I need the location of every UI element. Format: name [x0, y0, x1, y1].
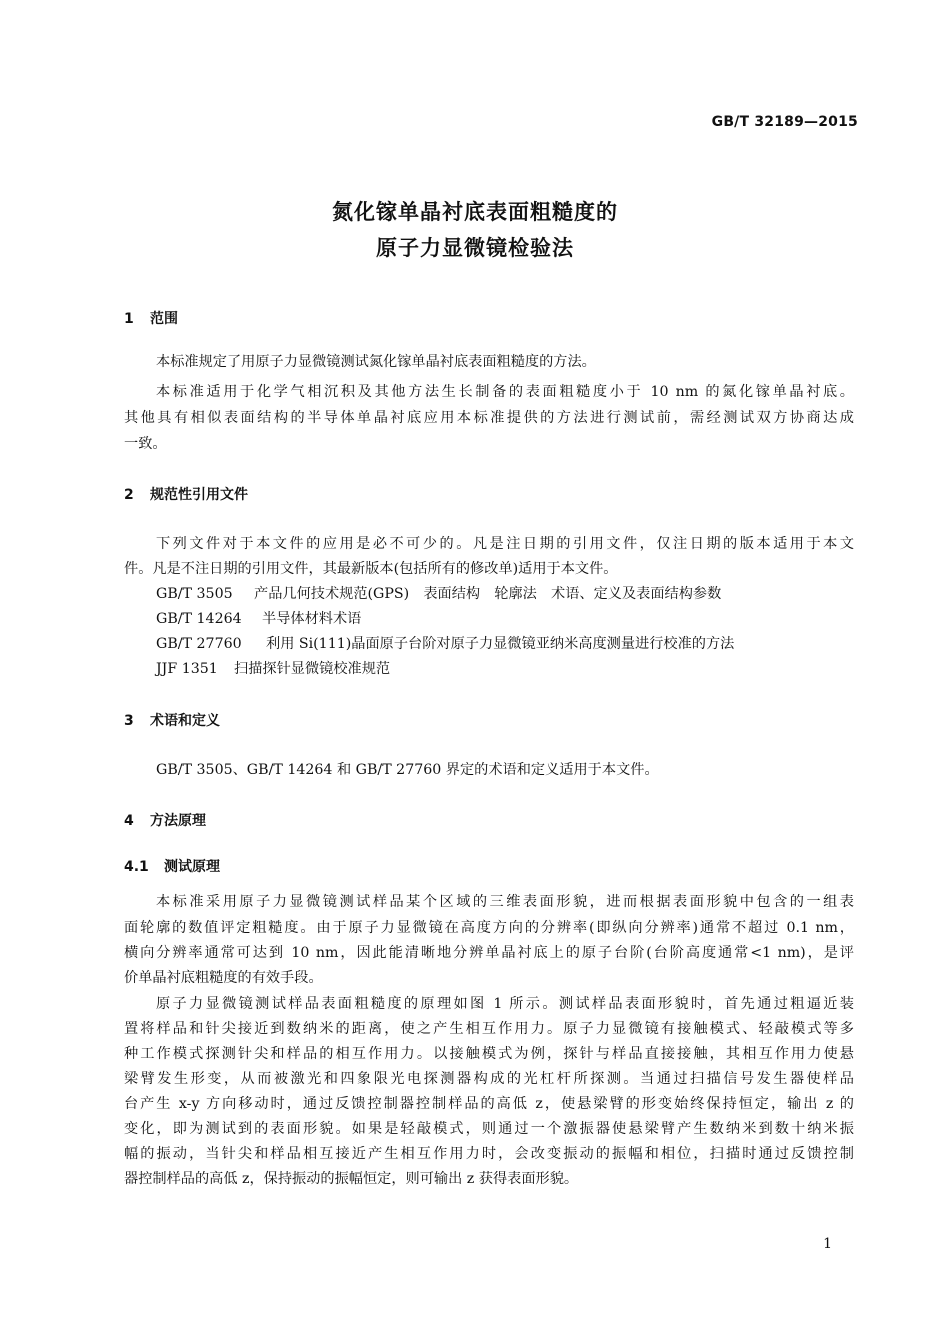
subsection-title: 测试原理 — [164, 859, 220, 875]
section-title: 范围 — [150, 311, 178, 327]
paragraph-line: 本标准采用原子力显微镜测试样品某个区域的三维表面形貌，进而根据表面形貌中包含的一组表 — [156, 894, 854, 910]
reference-code: GB/T 27760 — [156, 636, 242, 652]
paragraph-line: 横向分辨率通常可达到 10 nm，因此能清晰地分辨单晶衬底上的原子台阶(台阶高度通常<1 nm)，是评 — [124, 945, 854, 961]
paragraph-line: 原子力显微镜测试样品表面粗糙度的原理如图 1 所示。测试样品表面形貌时，首先通过粗逼近装 — [156, 996, 854, 1012]
document-title-line-2: 原子力显微镜检验法 — [376, 236, 574, 260]
subsection-4-1-heading — [124, 856, 220, 876]
section-number: 2 — [124, 487, 134, 503]
section-number: 1 — [124, 311, 134, 327]
paragraph-line: 变化，即为测试到的表面形貌。如果是轻敲模式，则通过一个激振器使悬梁臂产生数纳米到数十纳米振 — [124, 1121, 854, 1137]
reference-item — [156, 609, 361, 629]
reference-title: 扫描探针显微镜校准规范 — [234, 661, 391, 677]
paragraph-line: 台产生 x-y 方向移动时，通过反馈控制器控制样品的高低 z，使悬梁臂的形变始终保持恒定，输出 z 的 — [124, 1096, 854, 1112]
paragraph-line: 器控制样品的高低 z，保持振动的振幅恒定，则可输出 z 获得表面形貌。 — [124, 1171, 579, 1187]
reference-title: 半导体材料术语 — [262, 611, 362, 627]
paragraph-line: 下列文件对于本文件的应用是必不可少的。凡是注日期的引用文件，仅注日期的版本适用于本文 — [156, 536, 854, 552]
paragraph-line: 幅的振动，当针尖和样品相互接近产生相互作用力时，会改变振动的振幅和相位，扫描时通过反馈控制 — [124, 1146, 854, 1162]
document-title-line-1: 氮化镓单晶衬底表面粗糙度的 — [332, 200, 618, 224]
page-number: 1 — [823, 1236, 832, 1252]
reference-item — [156, 584, 721, 604]
section-2-heading — [124, 484, 248, 504]
paragraph-line: 面轮廓的数值评定粗糙度。由于原子力显微镜在高度方向的分辨率(即纵向分辨率)通常不超过 0.1 nm， — [124, 920, 854, 936]
reference-code: JJF 1351 — [156, 661, 218, 677]
section-title: 术语和定义 — [150, 713, 220, 729]
paragraph-line: 置将样品和针尖接近到数纳米的距离，使之产生相互作用力。原子力显微镜有接触模式、轻敲模式等多 — [124, 1021, 854, 1037]
standard-code: GB/T 32189—2015 — [711, 114, 858, 130]
paragraph-line: 梁臂发生形变，从而被激光和四象限光电探测器构成的光杠杆所探测。当通过扫描信号发生器使样品 — [124, 1071, 854, 1087]
section-title: 方法原理 — [150, 813, 206, 829]
paragraph-line: 件。凡是不注日期的引用文件，其最新版本(包括所有的修改单)适用于本文件。 — [124, 561, 618, 577]
paragraph-line: 一致。 — [124, 436, 167, 452]
section-1-heading — [124, 308, 178, 328]
section-4-heading — [124, 810, 206, 830]
section-3-heading — [124, 710, 220, 730]
paragraph-line: 本标准规定了用原子力显微镜测试氮化镓单晶衬底表面粗糙度的方法。 — [156, 354, 596, 370]
paragraph-line: 种工作模式探测针尖和样品的相互作用力。以接触模式为例，探针与样品直接接触，其相互作用力使悬 — [124, 1046, 854, 1062]
section-number: 4 — [124, 813, 134, 829]
section-number: 3 — [124, 713, 134, 729]
paragraph-line: 价单晶衬底粗糙度的有效手段。 — [124, 970, 323, 986]
reference-item — [156, 659, 390, 679]
reference-code: GB/T 14264 — [156, 611, 242, 627]
section-title: 规范性引用文件 — [150, 487, 248, 503]
reference-code: GB/T 3505 — [156, 586, 233, 602]
reference-title: 产品几何技术规范(GPS) 表面结构 轮廓法 术语、定义及表面结构参数 — [254, 586, 722, 602]
paragraph-line: 本标准适用于化学气相沉积及其他方法生长制备的表面粗糙度小于 10 nm 的氮化镓单晶衬底。 — [156, 384, 854, 400]
reference-title: 利用 Si(111)晶面原子台阶对原子力显微镜亚纳米高度测量进行校准的方法 — [266, 636, 735, 652]
reference-item — [156, 634, 734, 654]
paragraph-line: 其他具有相似表面结构的半导体单晶衬底应用本标准提供的方法进行测试前，需经测试双方协商达成 — [124, 410, 854, 426]
subsection-number: 4.1 — [124, 859, 149, 875]
paragraph-line: GB/T 3505、GB/T 14264 和 GB/T 27760 界定的术语和定义适用于本文件。 — [156, 762, 659, 778]
